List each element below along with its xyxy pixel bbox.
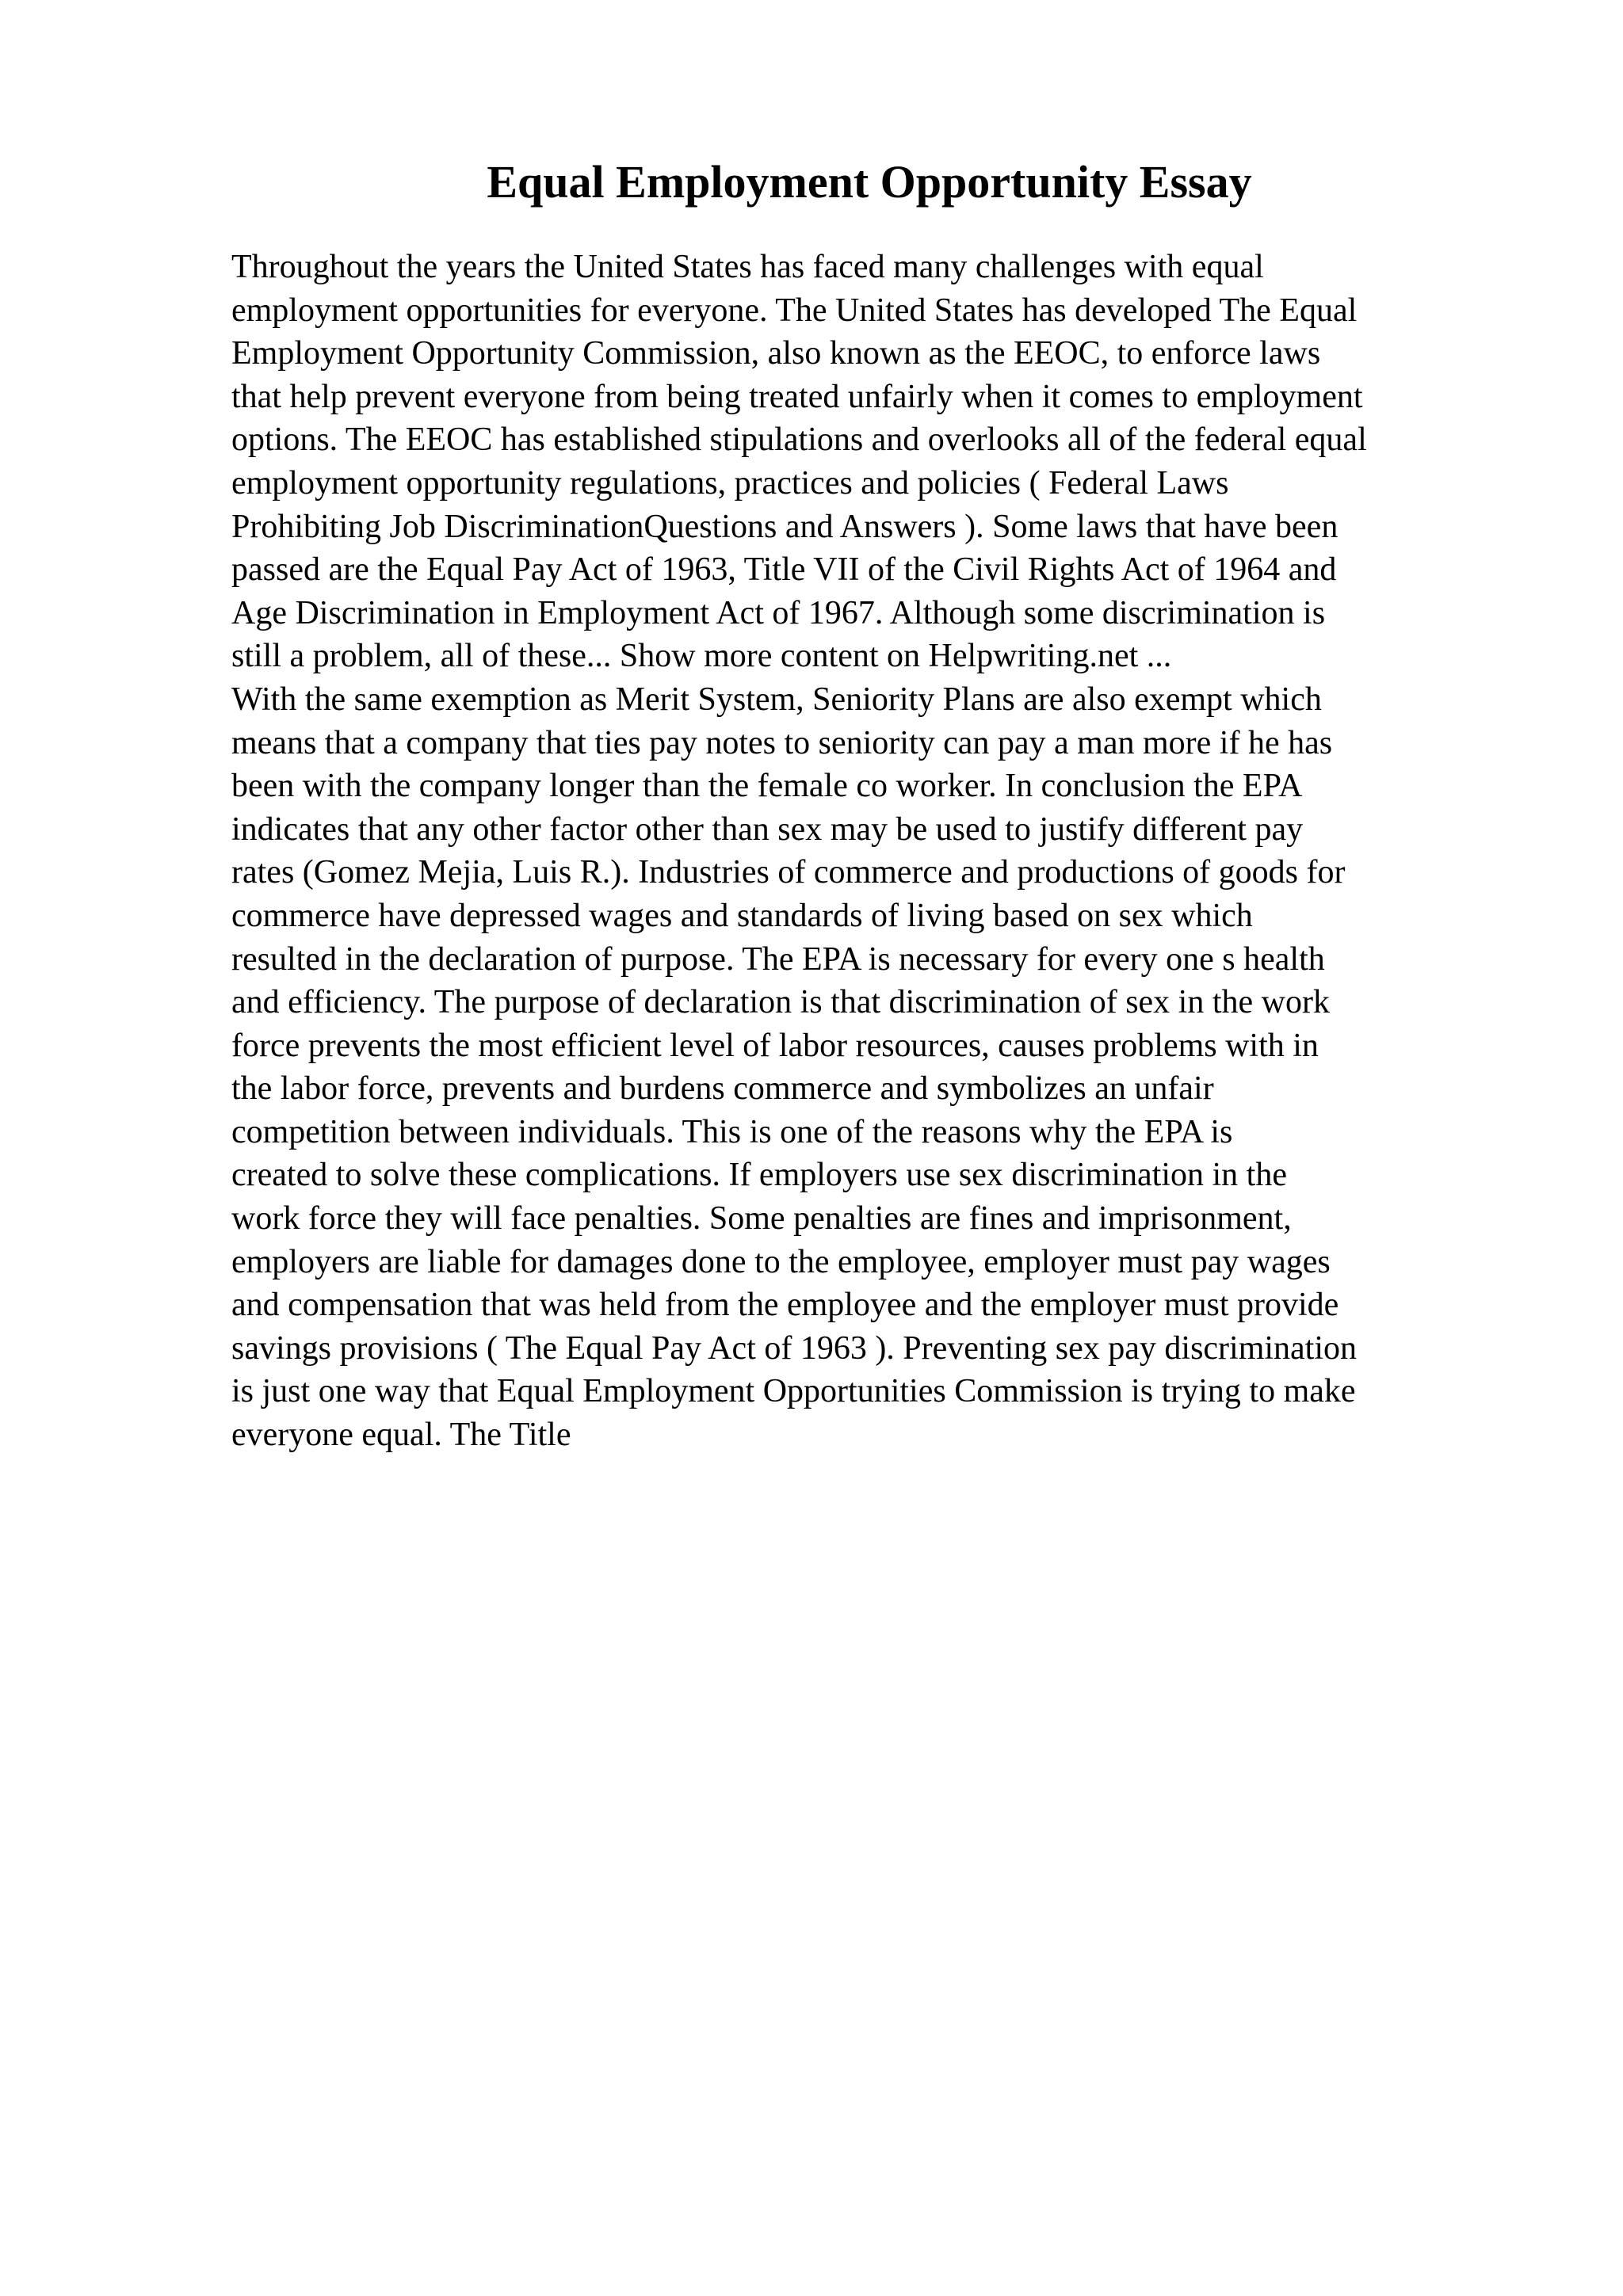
- essay-line: With the same exemption as Merit System, Seniority Plans are also exempt which: [231, 681, 1322, 718]
- essay-line: options. The EEOC has established stipulations and overlooks all of the federal equal: [231, 421, 1367, 459]
- essay-line: work force they will face penalties. Some penalties are fines and imprisonment,: [231, 1200, 1292, 1238]
- essay-line: passed are the Equal Pay Act of 1963, Title VII of the Civil Rights Act of 1964 and: [231, 551, 1337, 589]
- essay-line: force prevents the most efficient level of labor resources, causes problems with in: [231, 1027, 1319, 1064]
- essay-line: savings provisions ( The Equal Pay Act of 1963 ). Preventing sex pay discrimination: [231, 1329, 1358, 1367]
- essay-line: indicates that any other factor other than sex may be used to justify different pay: [231, 810, 1304, 848]
- essay-line: employment opportunities for everyone. The United States has developed The Equal: [231, 292, 1358, 329]
- essay-line: that help prevent everyone from being treated unfairly when it comes to employment: [231, 378, 1363, 415]
- essay-line: competition between individuals. This is one of the reasons why the EPA is: [231, 1113, 1233, 1150]
- essay-line: Throughout the years the United States has faced many challenges with equal: [231, 249, 1264, 285]
- essay-line: everyone equal. The Title: [231, 1417, 571, 1454]
- essay-line: rates (Gomez Mejia, Luis R.). Industries of commerce and productions of goods for: [231, 854, 1346, 891]
- essay-line: created to solve these complications. If employers use sex discrimination in the: [231, 1157, 1287, 1194]
- essay-body: [231, 246, 1515, 1457]
- essay-line: been with the company longer than the female co worker. In conclusion the EPA: [231, 768, 1303, 805]
- essay-line: Age Discrimination in Employment Act of 1967. Although some discrimination is: [231, 594, 1326, 631]
- essay-line: and efficiency. The purpose of declaration is that discrimination of sex in the work: [231, 984, 1330, 1021]
- essay-line: employment opportunity regulations, practices and policies ( Federal Laws: [231, 464, 1229, 502]
- essay-line: Employment Opportunity Commission, also known as the EEOC, to enforce laws: [231, 335, 1321, 372]
- essay-line-link-teaser: still a problem, all of these... Show more content on Helpwriting.net ...: [231, 638, 1172, 675]
- document-title: Equal Employment Opportunity Essay: [487, 156, 1252, 208]
- essay-line: commerce have depressed wages and standards of living based on sex which: [231, 897, 1253, 934]
- essay-line: and compensation that was held from the employee and the employer must provide: [231, 1287, 1339, 1324]
- essay-line: resulted in the declaration of purpose. The EPA is necessary for every one s health: [231, 940, 1325, 978]
- essay-line: means that a company that ties pay notes to seniority can pay a man more if he has: [231, 724, 1333, 761]
- essay-line: employers are liable for damages done to the employee, employer must pay wages: [231, 1243, 1331, 1280]
- essay-line: is just one way that Equal Employment Opportunities Commission is trying to make: [231, 1373, 1356, 1410]
- essay-line: the labor force, prevents and burdens commerce and symbolizes an unfair: [231, 1070, 1214, 1108]
- essay-line: Prohibiting Job DiscriminationQuestions and Answers ). Some laws that have been: [231, 508, 1338, 545]
